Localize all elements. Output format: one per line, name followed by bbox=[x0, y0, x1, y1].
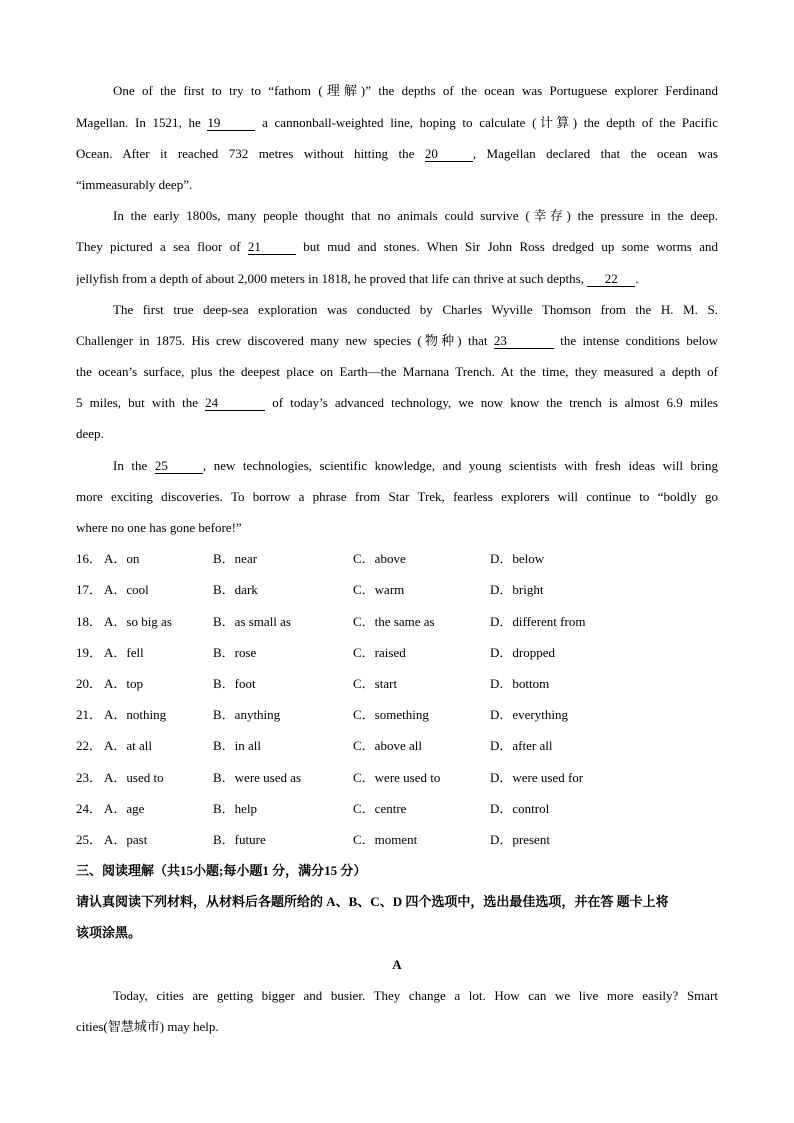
question-22 bbox=[76, 730, 718, 761]
question-number: 18． bbox=[76, 613, 103, 629]
option-b bbox=[213, 824, 266, 855]
line-text: a cannonball-weighted line, hoping to calculate (计算) the depth of the Pacific bbox=[255, 114, 718, 130]
line-text: where no one has gone before!” bbox=[76, 520, 242, 536]
question-18 bbox=[76, 606, 718, 637]
line-text: of today’s advanced technology, we now know the trench is almost 6.9 miles bbox=[265, 395, 718, 411]
option-d bbox=[490, 606, 585, 637]
option-d bbox=[490, 762, 583, 793]
question-24 bbox=[76, 793, 718, 824]
option-label: B． bbox=[213, 707, 235, 723]
line-text: the intense conditions below bbox=[553, 332, 718, 348]
option-label: B． bbox=[213, 675, 235, 691]
option-label: A． bbox=[104, 707, 127, 723]
blank-24: 24 bbox=[205, 396, 265, 411]
option-label: A． bbox=[104, 831, 127, 847]
option-text: centre bbox=[374, 800, 407, 816]
option-label: C． bbox=[353, 582, 375, 598]
option-text: moment bbox=[374, 831, 418, 847]
option-text: after all bbox=[512, 738, 553, 754]
option-text: top bbox=[126, 675, 144, 691]
option-c bbox=[353, 637, 406, 668]
option-text: bright bbox=[512, 582, 544, 598]
option-d bbox=[490, 543, 544, 574]
option-d bbox=[490, 824, 550, 855]
blank-20: 20 bbox=[425, 147, 473, 162]
passage-line bbox=[76, 387, 718, 418]
option-d bbox=[490, 793, 549, 824]
option-text: warm bbox=[374, 582, 405, 598]
line-text: Ocean. After it reached 732 metres without hitting the bbox=[76, 145, 425, 161]
option-text: control bbox=[512, 800, 550, 816]
option-text: above bbox=[374, 551, 406, 567]
option-a bbox=[104, 762, 164, 793]
question-number: 19． bbox=[76, 644, 103, 660]
passage-line bbox=[76, 450, 718, 481]
line-text: One of the first to try to “fathom (理解)” the depths of the ocean was Portuguese explorer Ferdinand bbox=[113, 83, 718, 99]
passage-line bbox=[76, 418, 718, 449]
option-d bbox=[490, 668, 549, 699]
option-text: were used as bbox=[234, 769, 302, 785]
option-b bbox=[213, 574, 258, 605]
option-text: dark bbox=[234, 582, 258, 598]
option-a bbox=[104, 637, 144, 668]
option-label: A． bbox=[104, 582, 127, 598]
question-number: 17． bbox=[76, 582, 103, 598]
option-label: D． bbox=[490, 613, 513, 629]
blank-21: 21 bbox=[248, 240, 296, 255]
option-text: the same as bbox=[374, 613, 435, 629]
option-label: B． bbox=[213, 551, 235, 567]
option-text: below bbox=[512, 551, 545, 567]
option-d bbox=[490, 730, 552, 761]
question-number: 16． bbox=[76, 551, 103, 567]
line-text: , Magellan declared that the ocean was bbox=[472, 145, 718, 161]
option-label: D． bbox=[490, 769, 513, 785]
passage-line bbox=[76, 356, 718, 387]
option-a bbox=[104, 606, 172, 637]
option-d bbox=[490, 574, 543, 605]
option-label: B． bbox=[213, 582, 235, 598]
option-label: D． bbox=[490, 644, 513, 660]
option-a bbox=[104, 574, 149, 605]
passage-line bbox=[76, 138, 718, 169]
section-heading: 三、阅读理解（共15小题;每小题1 分，满分15 分） bbox=[76, 863, 367, 879]
line-text: , new technologies, scientific knowledge, and young scientists with fresh ideas will bring bbox=[202, 457, 718, 473]
option-c bbox=[353, 668, 397, 699]
passage-line bbox=[76, 512, 718, 543]
option-label: C． bbox=[353, 831, 375, 847]
option-b bbox=[213, 637, 256, 668]
question-number: 25． bbox=[76, 831, 103, 847]
blank-22: 22 bbox=[587, 272, 635, 287]
blank-19: 19 bbox=[207, 116, 255, 131]
option-text: anything bbox=[234, 707, 281, 723]
option-text: dropped bbox=[512, 644, 555, 660]
question-20 bbox=[76, 668, 718, 699]
option-c bbox=[353, 699, 429, 730]
option-b bbox=[213, 606, 291, 637]
line-text: The first true deep-sea exploration was conducted by Charles Wyville Thomson from the H. M. S. bbox=[113, 301, 718, 317]
option-label: C． bbox=[353, 769, 375, 785]
option-label: A． bbox=[104, 800, 127, 816]
option-text: near bbox=[234, 551, 258, 567]
option-text: used to bbox=[126, 769, 164, 785]
option-a bbox=[104, 793, 144, 824]
passage-line bbox=[76, 980, 718, 1011]
line-text: In the bbox=[113, 457, 155, 473]
option-c bbox=[353, 793, 406, 824]
line-text: Challenger in 1875. His crew discovered many new species (物种) that bbox=[76, 332, 494, 348]
section-instruction: 请认真阅读下列材料，从材料后各题所给的 A、B、C、D 四个选项中，选出最佳选项，并在答 题卡上将 bbox=[76, 894, 669, 910]
option-text: on bbox=[126, 551, 140, 567]
line-text: “immeasurably deep”. bbox=[76, 176, 193, 192]
option-c bbox=[353, 574, 404, 605]
option-text: bottom bbox=[512, 675, 550, 691]
option-label: A． bbox=[104, 675, 127, 691]
option-b bbox=[213, 793, 257, 824]
option-text: something bbox=[374, 707, 429, 723]
line-text: Magellan. In 1521, he bbox=[76, 114, 208, 130]
option-label: D． bbox=[490, 675, 513, 691]
question-21 bbox=[76, 699, 718, 730]
option-label: B． bbox=[213, 769, 235, 785]
passage-line bbox=[76, 1011, 718, 1042]
option-text: raised bbox=[374, 644, 406, 660]
option-c bbox=[353, 762, 440, 793]
line-text: 5 miles, but with the bbox=[76, 395, 206, 411]
passage-line bbox=[76, 263, 718, 294]
option-text: were used to bbox=[374, 769, 441, 785]
line-text: In the early 1800s, many people thought that no animals could survive (幸存) the pressure in the deep. bbox=[113, 208, 718, 224]
option-label: A． bbox=[104, 613, 127, 629]
option-a bbox=[104, 730, 152, 761]
option-text: at all bbox=[126, 738, 153, 754]
passage-line bbox=[76, 325, 718, 356]
option-label: C． bbox=[353, 644, 375, 660]
question-number: 24． bbox=[76, 800, 103, 816]
option-label: A． bbox=[104, 769, 127, 785]
option-b bbox=[213, 668, 256, 699]
question-16 bbox=[76, 543, 718, 574]
passage-title: A bbox=[392, 956, 402, 972]
passage-line bbox=[76, 294, 718, 325]
passage-line bbox=[76, 481, 718, 512]
option-b bbox=[213, 762, 301, 793]
option-label: B． bbox=[213, 831, 235, 847]
line-text: the ocean’s surface, plus the deepest place on Earth—the Marnana Trench. At the time, they measured a depth of bbox=[76, 364, 718, 380]
option-text: above all bbox=[374, 738, 422, 754]
option-text: everything bbox=[512, 707, 568, 723]
option-text: so big as bbox=[126, 613, 172, 629]
option-text: cool bbox=[126, 582, 149, 598]
blank-23: 23 bbox=[494, 334, 554, 349]
option-text: nothing bbox=[126, 707, 167, 723]
line-text: . bbox=[635, 270, 639, 286]
option-text: fell bbox=[126, 644, 144, 660]
option-d bbox=[490, 699, 568, 730]
passage-line bbox=[76, 200, 718, 231]
option-label: B． bbox=[213, 738, 235, 754]
option-text: rose bbox=[234, 644, 257, 660]
passage-line bbox=[76, 231, 718, 262]
page-content bbox=[76, 75, 718, 1042]
question-number: 22． bbox=[76, 738, 103, 754]
line-text: deep. bbox=[76, 426, 104, 442]
question-number: 20． bbox=[76, 675, 103, 691]
option-text: help bbox=[234, 800, 258, 816]
option-label: C． bbox=[353, 613, 375, 629]
option-text: past bbox=[126, 831, 148, 847]
line-text: jellyfish from a depth of about 2,000 meters in 1818, he proved that life can thrive at such depths, bbox=[76, 270, 588, 286]
line-text: but mud and stones. When Sir John Ross dredged up some worms and bbox=[295, 239, 718, 255]
option-label: D． bbox=[490, 582, 513, 598]
question-number: 23． bbox=[76, 769, 103, 785]
line-text: They pictured a sea floor of bbox=[76, 239, 248, 255]
option-text: were used for bbox=[512, 769, 584, 785]
option-label: D． bbox=[490, 738, 513, 754]
option-label: D． bbox=[490, 707, 513, 723]
option-c bbox=[353, 824, 417, 855]
question-25 bbox=[76, 824, 718, 855]
option-b bbox=[213, 730, 261, 761]
option-text: future bbox=[234, 831, 266, 847]
line-text: Today, cities are getting bigger and busier. They change a lot. How can we live more easily? Smart bbox=[113, 987, 718, 1003]
line-text: cities(智慧城市) may help. bbox=[76, 1019, 219, 1035]
section-instruction: 该项涂黑。 bbox=[76, 925, 142, 941]
option-text: different from bbox=[512, 613, 586, 629]
option-label: D． bbox=[490, 831, 513, 847]
blank-25: 25 bbox=[155, 459, 203, 474]
option-b bbox=[213, 543, 257, 574]
option-c bbox=[353, 543, 406, 574]
option-a bbox=[104, 699, 166, 730]
option-label: C． bbox=[353, 707, 375, 723]
question-19 bbox=[76, 637, 718, 668]
option-a bbox=[104, 668, 143, 699]
option-label: A． bbox=[104, 551, 127, 567]
option-label: B． bbox=[213, 800, 235, 816]
option-label: C． bbox=[353, 551, 375, 567]
option-label: A． bbox=[104, 644, 127, 660]
passage-line bbox=[76, 169, 718, 200]
option-label: C． bbox=[353, 800, 375, 816]
option-label: B． bbox=[213, 613, 235, 629]
option-label: D． bbox=[490, 800, 513, 816]
option-label: D． bbox=[490, 551, 513, 567]
option-text: foot bbox=[234, 675, 256, 691]
question-number: 21． bbox=[76, 707, 103, 723]
option-c bbox=[353, 606, 435, 637]
option-label: A． bbox=[104, 738, 127, 754]
option-label: C． bbox=[353, 738, 375, 754]
question-17 bbox=[76, 574, 718, 605]
option-label: B． bbox=[213, 644, 235, 660]
option-c bbox=[353, 730, 422, 761]
question-23 bbox=[76, 762, 718, 793]
option-label: C． bbox=[353, 675, 375, 691]
option-text: age bbox=[126, 800, 145, 816]
option-text: in all bbox=[234, 738, 262, 754]
option-b bbox=[213, 699, 280, 730]
option-a bbox=[104, 543, 139, 574]
option-text: as small as bbox=[234, 613, 291, 629]
passage-line bbox=[76, 75, 718, 106]
line-text: more exciting discoveries. To borrow a phrase from Star Trek, fearless explorers will continue to “boldly go bbox=[76, 488, 718, 504]
option-text: present bbox=[512, 831, 550, 847]
option-a bbox=[104, 824, 147, 855]
option-text: start bbox=[374, 675, 398, 691]
passage-line bbox=[76, 107, 718, 138]
option-d bbox=[490, 637, 555, 668]
